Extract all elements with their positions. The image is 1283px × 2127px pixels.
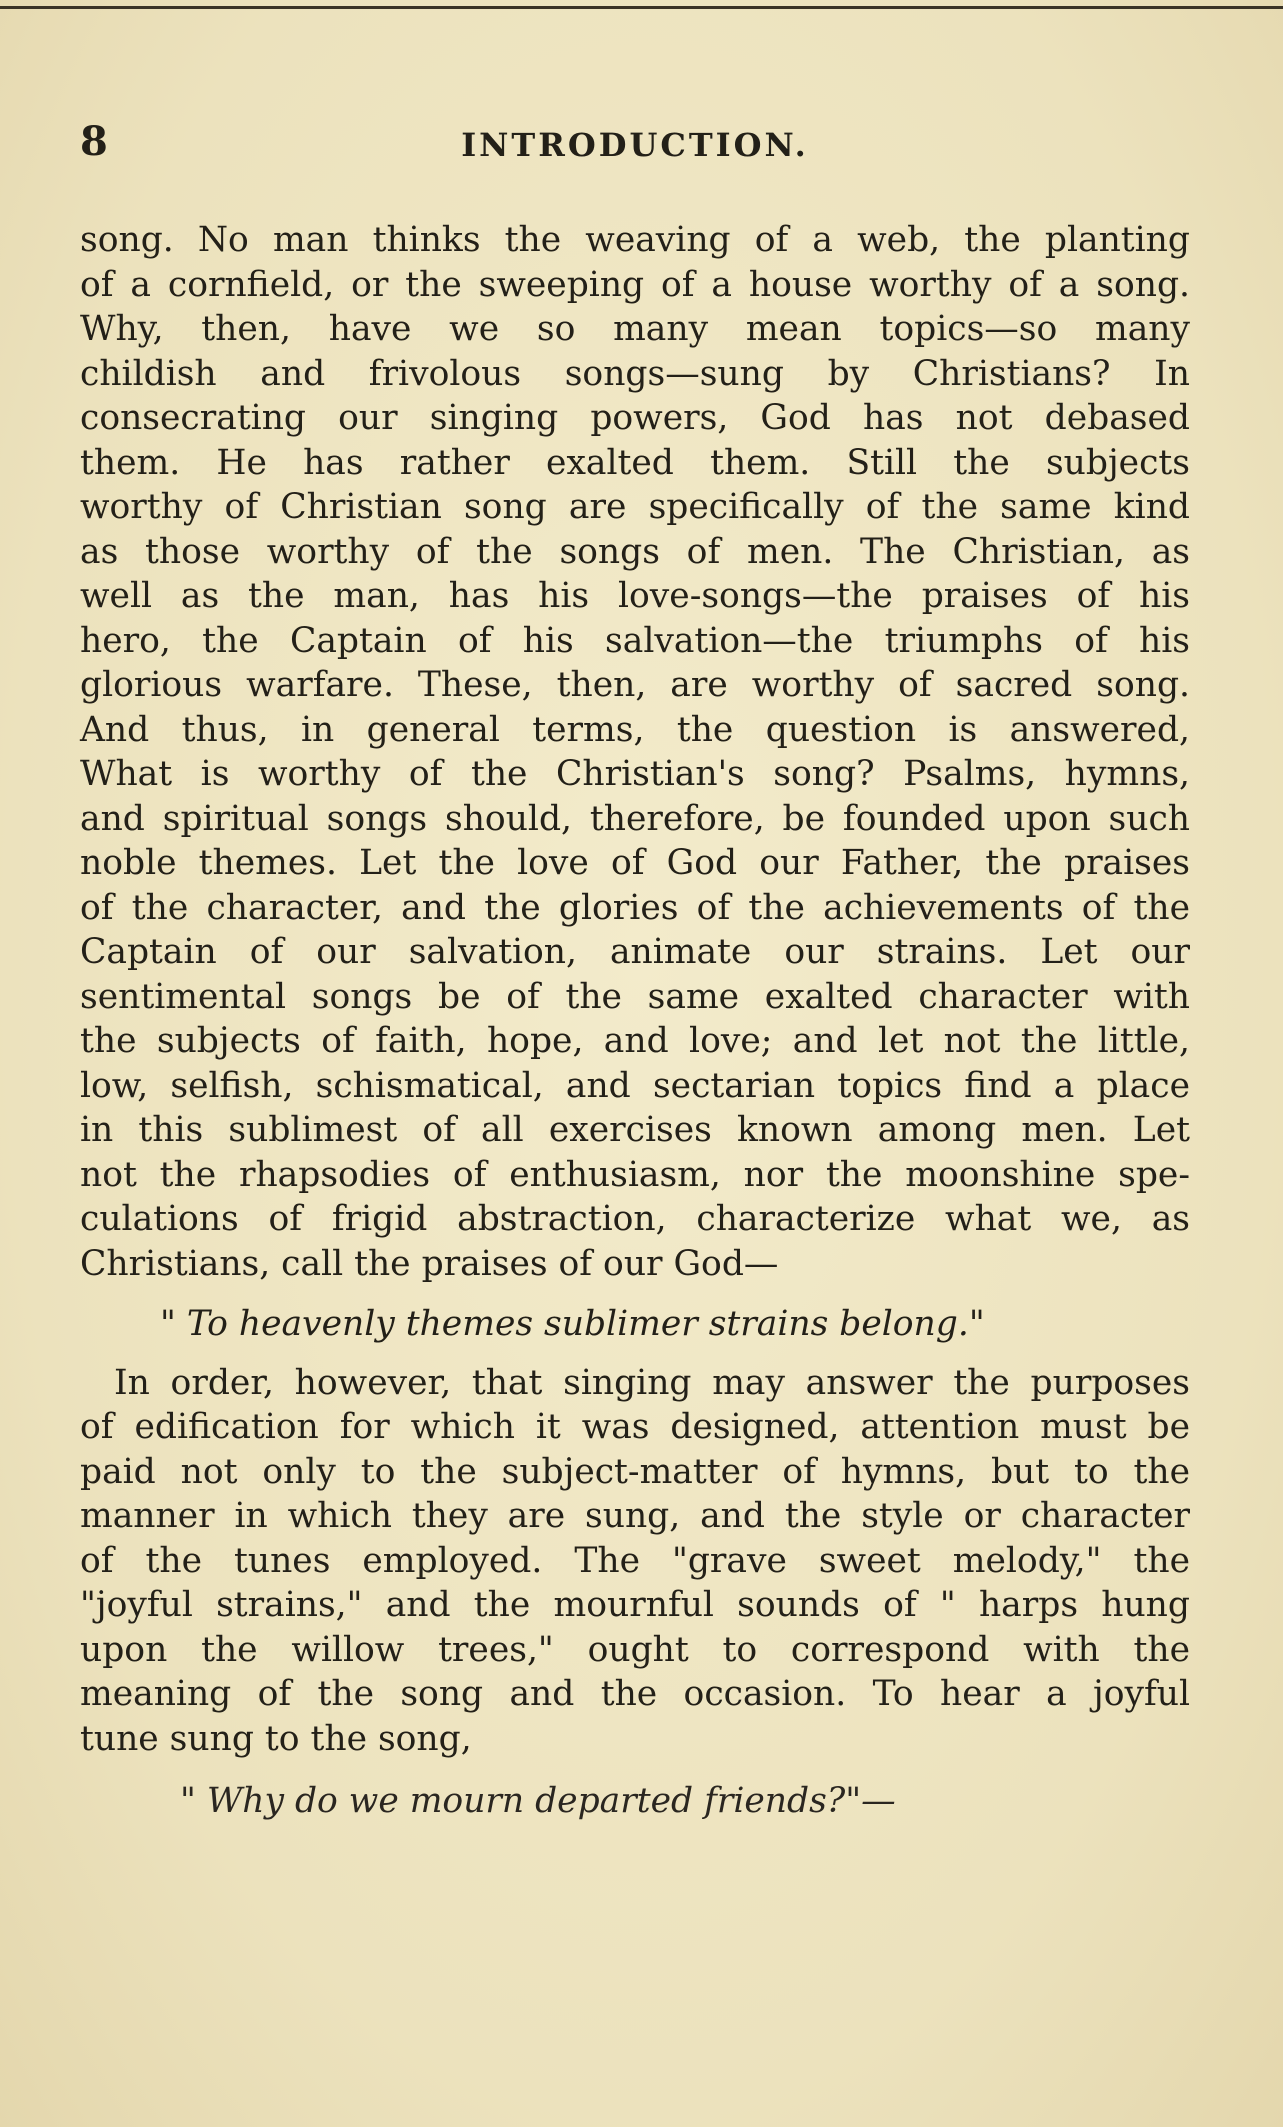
text-line: in this sublimest of all exercises known among men. Let bbox=[80, 1110, 1190, 1150]
text-line: of the character, and the glories of the achievements of the bbox=[80, 887, 1190, 928]
text-line: manner in which they are sung, and the style or character bbox=[80, 1496, 1190, 1536]
text-line: hero, the Captain of his salvation—the triumphs of his bbox=[80, 620, 1190, 661]
text-line: tune sung to the song, bbox=[80, 1718, 472, 1759]
page-number: 8 bbox=[80, 118, 108, 165]
text-line: glorious warfare. These, then, are worthy of sacred song. bbox=[80, 665, 1190, 705]
page-header bbox=[80, 118, 1190, 178]
text-line: What is worthy of the Christian's song? Psalms, hymns, bbox=[80, 754, 1190, 794]
text-line: culations of frigid abstraction, characterize what we, as bbox=[80, 1199, 1190, 1239]
text-line: Why, then, have we so many mean topics—so many bbox=[80, 309, 1190, 349]
text-line: them. He has rather exalted them. Still the subjects bbox=[80, 442, 1190, 483]
text-line: Captain of our salvation, animate our strains. Let our bbox=[80, 932, 1190, 972]
text-line: sentimental songs be of the same exalted character with bbox=[80, 976, 1190, 1017]
text-line: In order, however, that singing may answer the purposes bbox=[114, 1362, 1190, 1403]
text-line: worthy of Christian song are specifically of the same kind bbox=[80, 487, 1190, 527]
top-rule bbox=[0, 6, 1283, 9]
text-line: not the rhapsodies of enthusiasm, nor the moonshine spe- bbox=[80, 1154, 1190, 1195]
text-line: "joyful strains," and the mournful sounds of " harps hung bbox=[80, 1585, 1190, 1625]
body-text bbox=[80, 218, 1190, 1824]
text-line: consecrating our singing powers, God has not debased bbox=[80, 398, 1190, 438]
text-line: well as the man, has his love-songs—the praises of his bbox=[80, 576, 1190, 616]
text-line: upon the willow trees," ought to correspond with the bbox=[80, 1629, 1190, 1670]
text-line: the subjects of faith, hope, and love; and let not the little, bbox=[80, 1021, 1190, 1061]
running-head: INTRODUCTION. bbox=[461, 126, 809, 164]
text-line: childish and frivolous songs—sung by Christians? In bbox=[80, 353, 1190, 394]
text-line: of a cornfield, or the sweeping of a house worthy of a song. bbox=[80, 264, 1190, 305]
text-line: as those worthy of the songs of men. The Christian, as bbox=[80, 531, 1190, 572]
text-line: of the tunes employed. The "grave sweet melody," the bbox=[80, 1540, 1190, 1581]
text-line: Christians, call the praises of our God— bbox=[80, 1243, 779, 1284]
text-line: meaning of the song and the occasion. To hear a joyful bbox=[80, 1674, 1190, 1714]
text-line: noble themes. Let the love of God our Father, the praises bbox=[80, 843, 1190, 883]
text-line: song. No man thinks the weaving of a web, the planting bbox=[80, 220, 1190, 260]
text-line: and spiritual songs should, therefore, be founded upon such bbox=[80, 798, 1190, 839]
text-line: paid not only to the subject-matter of hymns, but to the bbox=[80, 1451, 1190, 1492]
text-line: low, selfish, schismatical, and sectarian topics find a place bbox=[80, 1065, 1190, 1106]
quote-line: " Why do we mourn departed friends?"— bbox=[180, 1781, 896, 1821]
text-line: And thus, in general terms, the question is answered, bbox=[80, 709, 1190, 750]
text-line: of edification for which it was designed, attention must be bbox=[80, 1407, 1190, 1447]
quote-line: " To heavenly themes sublimer strains belong." bbox=[160, 1304, 985, 1344]
